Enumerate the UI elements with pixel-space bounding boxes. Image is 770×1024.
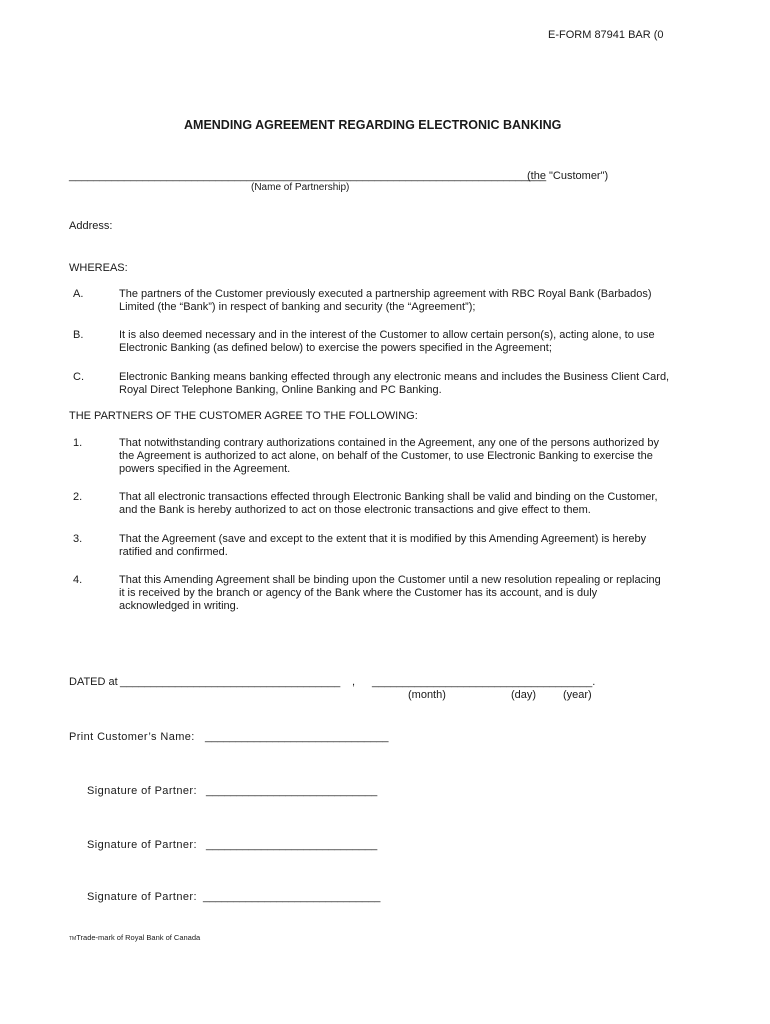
recital-text: [119, 371, 669, 397]
recital-text: [119, 329, 655, 355]
dated-label: DATED at: [69, 676, 118, 688]
text-line: Electronic Banking (as defined below) to exercise the powers specified in the Agreement;: [119, 342, 552, 355]
text-line: It is also deemed necessary and in the interest of the Customer to allow certain person(s), acting alone, to use: [119, 329, 655, 341]
print-name-field[interactable]: ______________________________: [205, 731, 389, 743]
clause-marker: 3.: [73, 533, 83, 545]
customer-name-caption: (Name of Partnership): [251, 182, 350, 193]
clause-text: [119, 437, 659, 477]
clause-marker: 4.: [73, 574, 83, 586]
signature-field[interactable]: ____________________________: [206, 839, 378, 851]
signature-field[interactable]: _____________________________: [203, 891, 381, 903]
agree-heading: THE PARTNERS OF THE CUSTOMER AGREE TO THE FOLLOWING:: [69, 410, 418, 422]
recital-marker: B.: [73, 329, 84, 341]
year-caption: (year): [563, 689, 592, 701]
text-line: Royal Direct Telephone Banking, Online Banking and PC Banking.: [119, 384, 442, 397]
dated-comma: ,: [352, 676, 356, 688]
text-line: and the Bank is hereby authorized to act on those electronic transactions and give effect to them.: [119, 504, 591, 517]
text-line: powers specified in the Agreement.: [119, 463, 291, 476]
recital-marker: C.: [73, 371, 84, 383]
clause-text: [119, 491, 658, 517]
text-line: That the Agreement (save and except to the extent that it is modified by this Amending Agreement) is hereby: [119, 533, 647, 545]
clause-marker: 1.: [73, 437, 83, 449]
trademark-text: Trade-mark of Royal Bank of Canada: [76, 933, 201, 942]
print-name-label: Print Customer’s Name:: [69, 731, 195, 743]
recital-text: [119, 288, 652, 314]
tm-mark: TM: [69, 936, 77, 942]
document-title: AMENDING AGREEMENT REGARDING ELECTRONIC BANKING: [184, 118, 562, 132]
dated-place-field[interactable]: ____________________________________: [120, 676, 341, 688]
text-line: Electronic Banking means banking effected through any electronic means and includes the Business Client Card,: [119, 371, 670, 383]
whereas-label: WHEREAS:: [69, 262, 128, 274]
recital-marker: A.: [73, 288, 84, 300]
text-line: ratified and confirmed.: [119, 546, 228, 559]
clause-text: [119, 533, 646, 559]
clause-marker: 2.: [73, 491, 83, 503]
customer-label: (the "Customer"): [527, 170, 609, 182]
signature-field[interactable]: ____________________________: [206, 785, 378, 797]
text-line: That all electronic transactions effected through Electronic Banking shall be valid and binding on the Customer,: [119, 491, 658, 503]
day-caption: (day): [511, 689, 537, 701]
signature-label: Signature of Partner:: [87, 839, 197, 851]
text-line: it is received by the branch or agency of the Bank where the Customer has its account, and is duly: [119, 587, 598, 600]
signature-label: Signature of Partner:: [87, 785, 197, 797]
text-line: That this Amending Agreement shall be binding upon the Customer until a new resolution repealing or replacing: [119, 574, 661, 586]
clause-text: [119, 574, 661, 614]
dated-date-field[interactable]: ____________________________________.: [372, 676, 596, 688]
trademark-footer: [69, 933, 200, 944]
form-code: E-FORM 87941 BAR (0: [548, 29, 664, 41]
month-caption: (month): [408, 689, 446, 701]
customer-name-line: ______________________________________________________________________________: [69, 170, 547, 182]
text-line: acknowledged in writing.: [119, 600, 239, 613]
address-label: Address:: [69, 220, 113, 232]
text-line: the Agreement is authorized to act alone, on behalf of the Customer, to use Electronic Banking to exercise the: [119, 450, 653, 463]
text-line: That notwithstanding contrary authorizations contained in the Agreement, any one of the persons authorized by: [119, 437, 659, 449]
text-line: The partners of the Customer previously executed a partnership agreement with RBC Royal Bank (Barbados): [119, 288, 652, 300]
text-line: Limited (the “Bank”) in respect of banking and security (the “Agreement”);: [119, 301, 476, 314]
signature-label: Signature of Partner:: [87, 891, 197, 903]
